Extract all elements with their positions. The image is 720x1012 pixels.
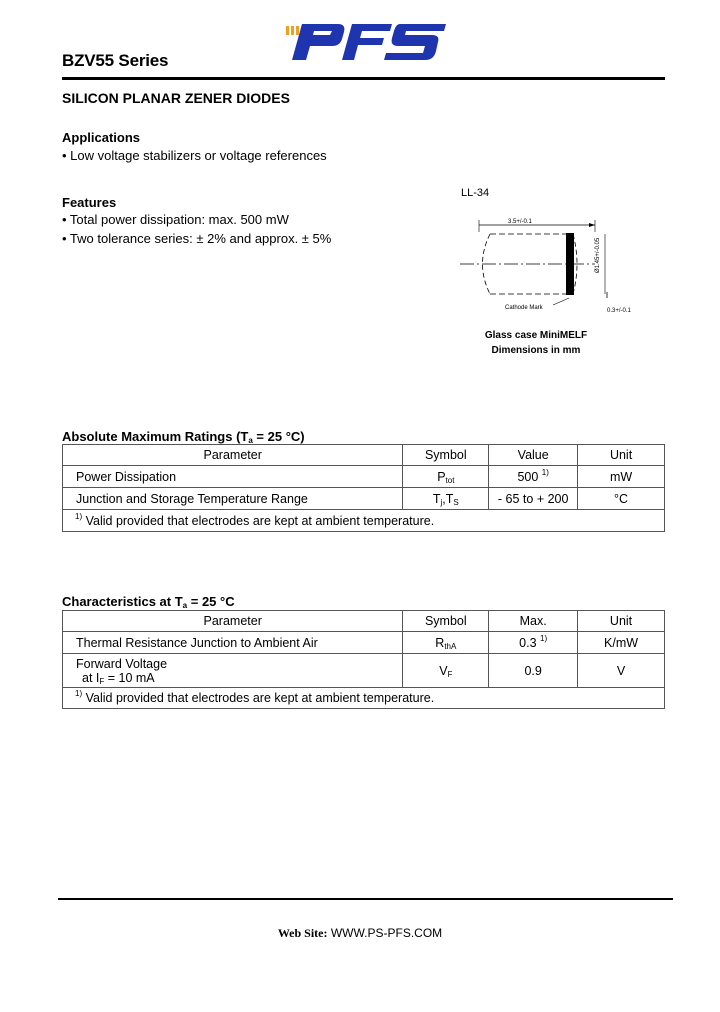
- footnote-cell: $^{1)}$ Valid provided that electrodes are kept at ambient temperature.: [63, 510, 665, 532]
- column-header: Parameter: [63, 445, 403, 466]
- length-dimension-label: 3.5+/-0.1: [508, 219, 532, 225]
- column-header: Symbol: [403, 611, 489, 632]
- package-name: LL-34: [461, 187, 490, 199]
- unit-cell: K/mW: [578, 632, 665, 654]
- package-caption-line2: Dimensions in mm: [491, 345, 581, 356]
- features-heading: Features: [62, 195, 117, 210]
- parameter-cell: Junction and Storage Temperature Range: [63, 488, 403, 510]
- table-row: [63, 466, 665, 488]
- package-drawing: [455, 212, 640, 322]
- table-row: [63, 632, 665, 654]
- symbol-cell: $V_F$: [403, 654, 489, 688]
- band-dimension-label: 0.3+/-0.1: [607, 308, 631, 314]
- column-header: Unit: [578, 611, 665, 632]
- parameter-cell: Forward Voltage at $I_F = 10$ mA: [63, 654, 403, 688]
- applications-item: • Low voltage stabilizers or voltage references: [62, 148, 327, 163]
- website-label: Web Site:: [277, 926, 328, 940]
- value-cell: 0.9: [489, 654, 578, 688]
- footer-divider: [58, 898, 673, 900]
- unit-cell: °C: [578, 488, 665, 510]
- parameter-cell: Power Dissipation: [63, 466, 403, 488]
- series-title: BZV55 Series: [62, 51, 169, 70]
- symbol-cell: $R_{thA}$: [403, 632, 489, 654]
- company-logo: [280, 20, 450, 66]
- website-link[interactable]: WWW.PS-PFS.COM: [330, 926, 443, 940]
- column-header: Parameter: [63, 611, 403, 632]
- header-divider: [62, 77, 665, 80]
- value-cell: 500 $^{1)}$: [489, 466, 578, 488]
- package-caption: [436, 328, 636, 358]
- unit-cell: mW: [578, 466, 665, 488]
- table-header-row: [63, 611, 665, 632]
- symbol-cell: $P_{tot}$: [403, 466, 489, 488]
- table-header-row: [63, 445, 665, 466]
- characteristics-table: [62, 610, 665, 709]
- column-header: Unit: [578, 445, 665, 466]
- column-header: Max.: [489, 611, 578, 632]
- unit-cell: V: [578, 654, 665, 688]
- applications-heading: Applications: [62, 130, 141, 145]
- cathode-mark-label: Cathode Mark: [505, 305, 543, 311]
- table-footnote-row: [63, 510, 665, 532]
- parameter-cell: Thermal Resistance Junction to Ambient Air: [63, 632, 403, 654]
- package-caption-line1: Glass case MiniMELF: [484, 330, 588, 341]
- value-cell: 0.3 $^{1)}$: [489, 632, 578, 654]
- table-row: [63, 654, 665, 688]
- document-subtitle: SILICON PLANAR ZENER DIODES: [62, 90, 290, 106]
- symbol-cell: $T_j,T_S$: [403, 488, 489, 510]
- value-cell: - 65 to + 200: [489, 488, 578, 510]
- abs-max-table: [62, 444, 665, 532]
- abs-max-heading: Absolute Maximum Ratings ($T_a = 25$ °C): [62, 429, 305, 445]
- column-header: Value: [489, 445, 578, 466]
- characteristics-heading: Characteristics at $T_a = 25$ °C: [62, 594, 235, 610]
- diameter-dimension-label: Ø1.45+/-0.05: [595, 237, 601, 273]
- footnote-cell: $^{1)}$ Valid provided that electrodes are kept at ambient temperature.: [63, 688, 665, 709]
- table-row: [63, 488, 665, 510]
- features-item: • Total power dissipation: max. 500 mW: [62, 212, 289, 227]
- website-line: [0, 926, 720, 941]
- column-header: Symbol: [403, 445, 489, 466]
- features-item: • Two tolerance series: ± 2% and approx. ± 5%: [62, 231, 332, 246]
- table-footnote-row: [63, 688, 665, 709]
